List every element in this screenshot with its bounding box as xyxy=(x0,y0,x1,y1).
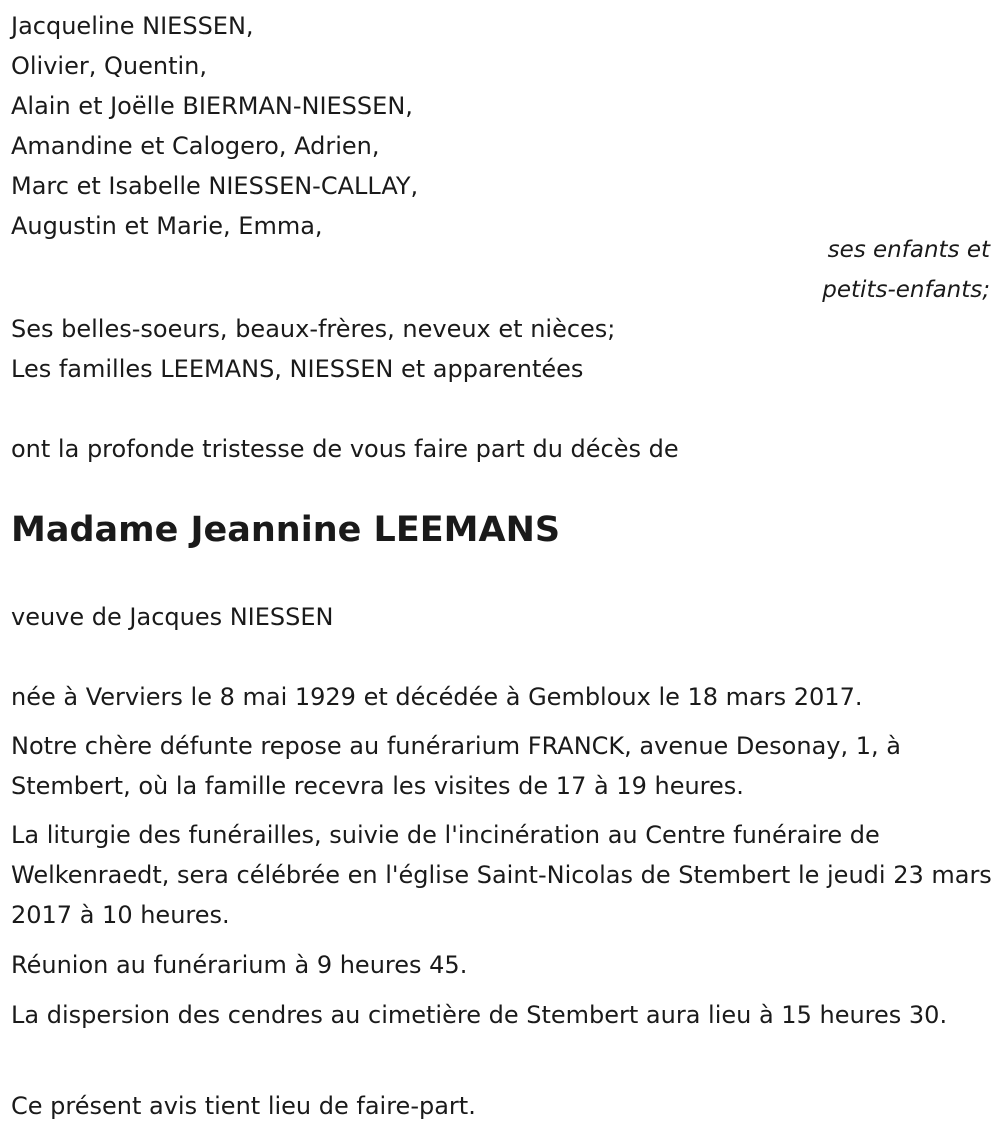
relation-caption xyxy=(822,230,990,310)
notice-paragraph: Ce présent avis tient lieu de faire-part. xyxy=(11,1092,476,1120)
relation-line-2: petits-enfants; xyxy=(822,277,990,303)
family-member-line: Marc et Isabelle NIESSEN-CALLAY, xyxy=(11,172,419,200)
liturgy-paragraph: La liturgie des funérailles, suivie de l'incinération au Centre funéraire de Welkenraedt, sera célébrée en l'église Saint-Nicolas de Stembert le jeudi 23 mars 2017 à 10 heures. xyxy=(11,821,992,929)
family-member-line: Augustin et Marie, Emma, xyxy=(11,212,323,240)
family-list xyxy=(11,6,418,246)
funerarium-paragraph: Notre chère défunte repose au funérarium FRANCK, avenue Desonay, 1, à Stembert, où la famille recevra les visites de 17 à 19 heures. xyxy=(11,732,901,800)
relation-line-1: ses enfants et xyxy=(827,237,990,263)
birth-death-paragraph: née à Verviers le 8 mai 1929 et décédée à Gembloux le 18 mars 2017. xyxy=(11,683,863,711)
announcement-text: ont la profonde tristesse de vous faire part du décès de xyxy=(11,435,679,463)
dispersion-paragraph: La dispersion des cendres au cimetière de Stembert aura lieu à 15 heures 30. xyxy=(11,1001,948,1029)
family-member-line: Olivier, Quentin, xyxy=(11,52,207,80)
extended-family-line: Ses belles-soeurs, beaux-frères, neveux et nièces; xyxy=(11,315,616,343)
family-member-line: Amandine et Calogero, Adrien, xyxy=(11,132,380,160)
families-line: Les familles LEEMANS, NIESSEN et apparentées xyxy=(11,355,584,383)
meeting-paragraph: Réunion au funérarium à 9 heures 45. xyxy=(11,951,468,979)
family-member-line: Alain et Joëlle BIERMAN-NIESSEN, xyxy=(11,92,413,120)
family-member-line: Jacqueline NIESSEN, xyxy=(11,12,254,40)
deceased-name: Madame Jeannine LEEMANS xyxy=(11,510,561,550)
widow-of-text: veuve de Jacques NIESSEN xyxy=(11,603,334,631)
